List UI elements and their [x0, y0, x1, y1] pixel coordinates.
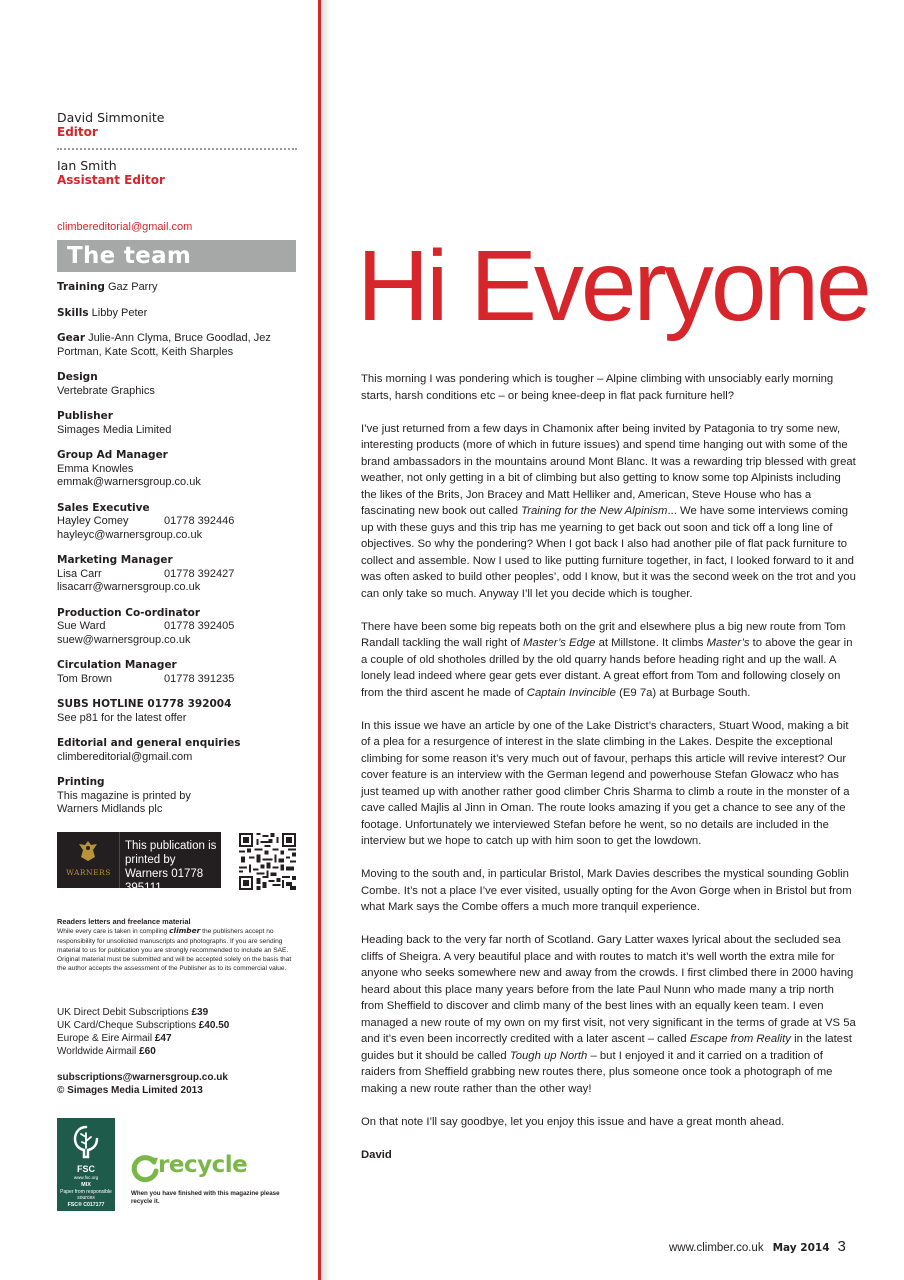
copyright: © Simages Media Limited 2013	[57, 1085, 203, 1096]
route-name: Master’s	[706, 637, 750, 649]
paragraph-text: at Millstone. It climbs	[598, 637, 704, 649]
page-number: 3	[837, 1238, 846, 1255]
credit-email[interactable]: lisacarr@warnersgroup.co.uk	[57, 581, 201, 593]
legal-text-after: the publishers accept no responsibility for unsolicited manuscripts and photographs. If you are sending material to us for publication you are strongly recommended to include an SAE. Original material must be submitted and will be accepted solely on the basis that the author accepts the assessment of the Publisher as to its commercial value.	[57, 928, 292, 973]
route-name: Master’s Edge	[523, 637, 596, 649]
credit-label: Gear	[57, 332, 86, 344]
assistant-editor-role: Assistant Editor	[57, 173, 165, 187]
printer-badge-text: This publication is printed by Warners 01778 395111	[125, 840, 217, 894]
recycle-logo	[130, 1152, 260, 1190]
credit-value: Gaz Parry	[108, 281, 158, 293]
credit-label: Skills	[57, 306, 89, 319]
paragraph: This morning I was pondering which is tougher – Alpine climbing with unsociably early morning starts, harsh conditions etc – or being knee-deep in flat pack furniture hell?	[361, 373, 834, 402]
credit-phone: 01778 392405	[164, 620, 235, 632]
credits-list	[57, 281, 297, 829]
subs-row	[57, 1006, 297, 1019]
subs-hotline-block	[57, 698, 297, 725]
credit-phone: 01778 392427	[164, 567, 235, 580]
credit-production	[57, 607, 297, 648]
dotted-divider	[57, 148, 297, 150]
subs-row	[57, 1032, 297, 1045]
warners-wordmark: WARNERS	[66, 868, 111, 877]
credit-value: Libby Peter	[91, 306, 148, 319]
credit-sales	[57, 502, 297, 543]
recycle-arrow-icon	[130, 1153, 160, 1183]
credit-name: Sue Ward	[57, 620, 106, 632]
credit-phone: 01778 391235	[164, 672, 235, 685]
paragraph-text: (E9 7a) at Burbage South.	[619, 686, 751, 699]
subs-offer: See p81 for the latest offer	[57, 711, 187, 724]
credit-name: Hayley Comey	[57, 515, 129, 527]
subs-email[interactable]: subscriptions@warnersgroup.co.uk	[57, 1072, 228, 1083]
credit-label: Training	[57, 281, 105, 293]
credit-email[interactable]: suew@warnersgroup.co.uk	[57, 633, 191, 646]
subs-price: £39	[191, 1007, 209, 1018]
eagle-crest-icon	[78, 839, 98, 863]
qr-code-icon[interactable]	[239, 833, 296, 890]
paragraph	[361, 932, 856, 1097]
credit-label: Design	[57, 371, 98, 383]
credit-label: Production Co-ordinator	[57, 606, 201, 619]
paragraph-text: There have been some big repeats both on the grit and elsewhere plus a big new route from Tom Randall tackling the wall right of	[361, 620, 846, 649]
fsc-paper: Paper from responsible sources	[60, 1189, 112, 1201]
paragraph-text: I’ve just returned from a few days in Chamonix after being invited by Patagonia to try some new, interesting products (more of which in future issues) and spend time hanging out with some of the brand ambassadors in the mountains around Mont Blanc. It was a rewarding trip blessed with great weather, not only getting in a bit of climbing but also getting to know some top Alpinists including the likes of the Brits, Jon Bracey and Matt Helliker and, American, Steve House who has a fascinating new book out called	[361, 422, 856, 517]
editor-block	[57, 110, 297, 188]
paragraph	[361, 619, 856, 702]
assistant-editor-name: Ian Smith	[57, 158, 117, 173]
credit-email[interactable]: climbereditorial@gmail.com	[57, 750, 193, 763]
credit-publisher	[57, 410, 297, 437]
paragraph: In this issue we have an article by one of the Lake District’s characters, Stuart Wood, making a bit of a plea for a resurgence of interest in the slate climbing in the Lakes. Despite the exceptional climbing for some reason it’s very much out of favour, perhaps this article will revive interest? Our cover feature is an interview with the German legend and powerhouse Stefan Glowacz who has just teamed up with another rather good climber Chris Sharma to climb a route in the monster of a cave called Majlis al Jinn in Oman. The route looks amazing if you get a chance to see any of the footage. Unfortunately we interviewed Stefan before he went, so no details are included in the interview but we hope to catch up with him soon to get the lowdown.	[361, 719, 850, 847]
credit-design	[57, 371, 297, 398]
team-banner-title: The team	[67, 243, 192, 269]
subs-row	[57, 1045, 297, 1058]
credit-email[interactable]: hayleyc@warnersgroup.co.uk	[57, 528, 203, 541]
fsc-mix: MIX	[81, 1182, 91, 1188]
credit-value: Vertebrate Graphics	[57, 384, 155, 397]
credit-value: Julie-Ann Clyma, Bruce Goodlad, Jez Portman, Kate Scott, Keith Sharples	[57, 332, 271, 358]
team-email-link[interactable]: climbereditorial@gmail.com	[57, 221, 193, 233]
legal-text	[57, 926, 297, 973]
paragraph: On that note I’ll say goodbye, let you enjoy this issue and have a great month ahead.	[361, 1115, 785, 1128]
fsc-word: FSC	[77, 1164, 95, 1174]
signoff: David	[361, 1148, 392, 1161]
paragraph-text: to above the gear in a couple of old shotholes drilled by the old quarry hands before heading right and up the wall. A lonely lead indeed where gear gets ever distant. A great effort from Tom and following closely on from the third ascent he made of	[361, 637, 853, 699]
credit-phone: 01778 392446	[164, 515, 235, 527]
paragraph-text: – but I enjoyed it and it carried on a tradition of raiders from Sheffield grabbing new routes there, plus someone once took a photograph of me making a new route rather than the other way!	[361, 1049, 833, 1095]
credit-marketing	[57, 554, 297, 595]
credit-label: Sales Executive	[57, 501, 150, 514]
credit-label: Printing	[57, 776, 105, 788]
fsc-tree-icon	[70, 1124, 102, 1160]
credit-circulation	[57, 659, 297, 686]
credit-name: Emma Knowles	[57, 462, 134, 475]
subs-contact	[57, 1071, 297, 1097]
credit-email[interactable]: emmak@warnersgroup.co.uk	[57, 476, 201, 488]
book-title: Training for the New Alpinism	[521, 505, 668, 517]
paragraph: Moving to the south and, in particular Bristol, Mark Davies describes the mystical sounding Goblin Combe. It’s not a place I’ve ever visited, usually opting for the Avon Gorge when in Bristol but from what Mark says the Combe offers a much more tranquil experience.	[361, 868, 852, 913]
subs-label: UK Card/Cheque Subscriptions	[57, 1020, 196, 1031]
editor-role: Editor	[57, 125, 98, 139]
credit-value: Simages Media Limited	[57, 423, 172, 436]
credit-label: Group Ad Manager	[57, 449, 168, 461]
credit-gear	[57, 332, 297, 359]
editor-name: David Simmonite	[57, 110, 165, 125]
legal-brand: climber	[169, 926, 201, 936]
team-banner	[57, 240, 296, 272]
subs-price: £60	[139, 1046, 156, 1057]
credit-value: This magazine is printed by Warners Midlands plc	[57, 789, 191, 815]
fsc-logo	[57, 1118, 115, 1211]
subscription-prices	[57, 1006, 297, 1058]
subs-row	[57, 1019, 297, 1032]
credit-label: Circulation Manager	[57, 659, 177, 671]
subs-hotline: SUBS HOTLINE 01778 392004	[57, 698, 232, 710]
legal-text-before: While every care is taken in compiling	[57, 928, 168, 936]
subs-label: UK Direct Debit Subscriptions	[57, 1007, 189, 1018]
route-name: Captain Invincible	[526, 686, 616, 699]
credit-training	[57, 281, 297, 295]
footer-issue: May 2014	[772, 1242, 830, 1254]
credit-label: Publisher	[57, 410, 113, 422]
fsc-url: www.fsc.org	[73, 1175, 99, 1180]
page-footer	[669, 1238, 846, 1255]
legal-heading: Readers letters and freelance material	[57, 917, 191, 926]
printer-badge	[57, 832, 221, 894]
credit-name: Lisa Carr	[57, 567, 102, 580]
credit-name: Tom Brown	[57, 672, 113, 685]
credit-skills	[57, 307, 297, 321]
paragraph	[361, 421, 856, 603]
editorial-body	[361, 371, 856, 1180]
route-name: Escape from Reality	[689, 1033, 791, 1045]
warners-logo	[57, 832, 120, 888]
subs-label: Europe & Eire Airmail	[57, 1033, 153, 1044]
paragraph-text: in the latest guides but it should be called	[361, 1033, 852, 1062]
credit-label: Editorial and general enquiries	[57, 737, 241, 749]
subs-price: £47	[154, 1033, 172, 1044]
subs-label: Worldwide Airmail	[57, 1046, 137, 1057]
credit-label: Marketing Manager	[57, 554, 173, 566]
divider-shadow	[321, 0, 331, 1280]
legal-notice	[57, 917, 297, 974]
footer-url[interactable]: www.climber.co.uk	[669, 1242, 764, 1254]
recycle-note: When you have finished with this magazine please recycle it.	[131, 1190, 280, 1205]
page-title: Hi Everyone	[357, 230, 869, 342]
fsc-code: FSC® C017177	[67, 1202, 105, 1208]
credit-enquiries	[57, 737, 297, 764]
paragraph-text: Heading back to the very far north of Scotland. Gary Latter waxes lyrical about the secluded sea cliffs of Sheigra. A very beautiful place and with routes to match it’s well worth the extra mile for anyone who seeks somewhere new and away from the crowds. I first climbed there in 2000 having heard about this place many years before from the late Paul Nunn who made many a trip north from Sheffield to discover and climb many of the best lines with an equally keen team. I even managed a new route of my own on my first visit, not very significant in the terms of grade at VS 5a and it’s even been incorrectly credited with a later ascent – called	[361, 934, 856, 1045]
credit-group-ad	[57, 449, 297, 490]
paragraph-text: ... We have some interviews coming up with these guys and this trip has me yearning to get back out soon and tick off a long line of objectives. So why the pondering? When I got back I also had another pile of flat pack furniture to collect and assemble. Now I used to like putting furniture together, in fact, I looked forward to it and was often asked to build other peoples’, odd I know, but it was the second week on the trot and you can only take so much. Anyway I’ll let you decide which is tougher.	[361, 505, 856, 600]
credit-printing	[57, 776, 297, 817]
subs-price: £40.50	[198, 1020, 230, 1031]
recycle-word: recycle	[158, 1152, 248, 1178]
route-name: Tough up North	[509, 1049, 588, 1062]
